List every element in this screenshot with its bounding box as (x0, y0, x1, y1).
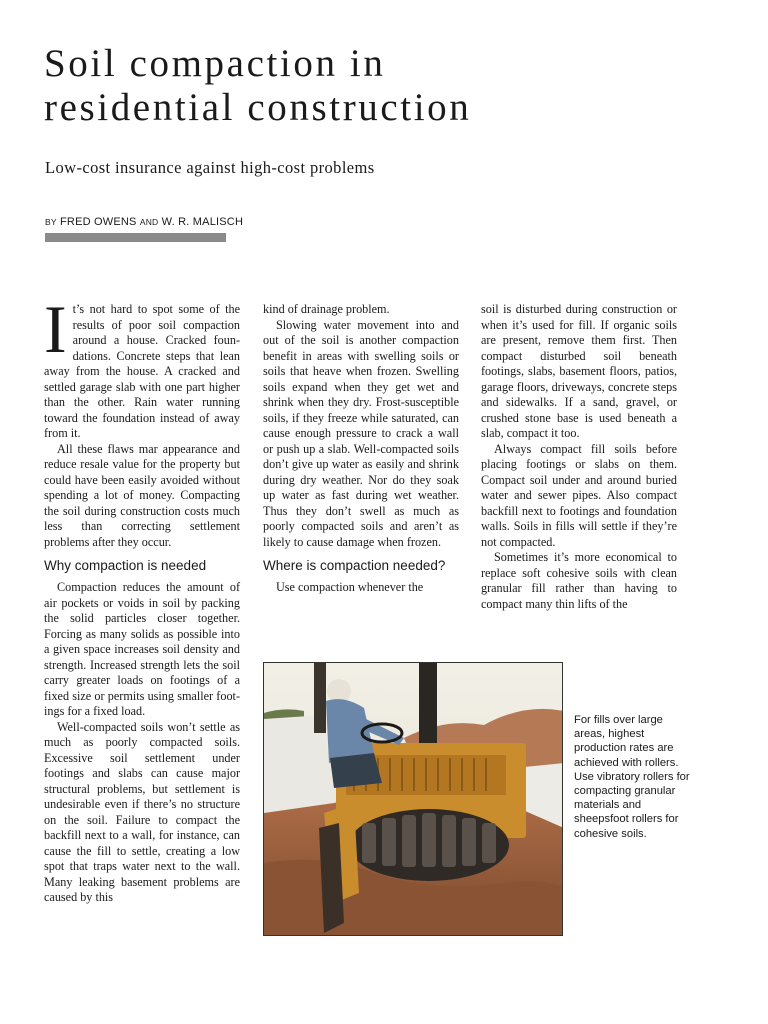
title-line-2: residential construction (44, 86, 472, 129)
paragraph-text: t’s not hard to spot some of the results of poor soil compaction around a house. Cracked foundations. Concrete steps that lean away from the house. A cracked and settled garage slab with one part higher than the other. Rain water running toward the foundation instead of away from it. (44, 302, 240, 440)
paragraph: kind of drainage problem. (263, 302, 390, 316)
byline (45, 216, 243, 228)
section-heading: Where is compaction needed? (263, 558, 446, 573)
article-column-2 (263, 302, 459, 596)
byline-author-1: FRED OWENS (60, 216, 137, 228)
article-column-1 (44, 291, 240, 906)
byline-by: BY (45, 217, 57, 227)
paragraph: Slowing water movement into and out of the soil is another compaction benefit in areas with swelling soils or soils that heave when frozen. Swelling soils expand when they get wet and shrink when they dry. Frost-susceptible soils, if they freeze while saturated, can cause enough pressure to crack a wall or push up a slab. Well-compacted soils don’t give up water as easily and shrink during dry weather. Nor do they soak up water as fast during wet weather. Thus they don’t swell as much as poorly compacted soils and aren’t as likely to cause damage when frozen. (263, 317, 459, 549)
drop-cap: I (44, 291, 67, 367)
roller-compactor-photo (263, 662, 563, 936)
photo-caption: For fills over large areas, highest production rates are achieved with rollers. Use vibratory rollers for compacting granular materials and sheepsfoot rollers for cohesive soils. (574, 714, 690, 840)
paragraph (44, 291, 240, 442)
byline-rule (45, 233, 226, 242)
paragraph: Use compaction whenever the (276, 580, 424, 594)
byline-author-2: W. R. MALISCH (161, 216, 244, 228)
title-line-1: Soil compaction in (44, 42, 386, 85)
byline-and: AND (139, 217, 159, 227)
paragraph: soil is disturbed during construction or when it’s used for fill. If organic soils are present, remove them first. Then compact disturbed soil beneath footings, slabs, basement floors, patios, garage floors, driveways, concrete steps and sidewalks. If a sand, gravel, or crushed stone base is used beneath a slab, compact it too. (481, 302, 677, 440)
article-title (44, 42, 644, 130)
paragraph: Compaction reduces the amount of air pockets or voids in soil by packing the solid particles closer together. Forcing as many solids as possible into a given space increases soil density and strength. Increased strength lets the soil carry greater loads on footings of a fixed size or permits using smaller footings for a fixed load. (44, 580, 240, 718)
article-subtitle: Low-cost insurance against high-cost problems (45, 158, 375, 177)
paragraph: Always compact fill soils before placing footings or slabs on them. Compact soil under and around buried water and sewer pipes. Also compact backfill next to footings and foundation walls. Soils in fills will settle if they’re not compacted. (481, 441, 677, 549)
paragraph: Sometimes it’s more economical to replace soft cohesive soils with clean granular fill rather than having to compact many thin lifts of the (481, 550, 677, 611)
section-heading: Why compaction is needed (44, 558, 207, 573)
article-column-3 (481, 302, 677, 612)
paragraph: Well-compacted soils won’t settle as much as poorly compacted soils. Excessive soil settlement under footings and slabs can cause major structural problems, but settlement is undesirable even if there’s no structure on the soil. Failure to compact the backfill next to a wall, for instance, can cause the fill to settle, creating a low spot that traps water next to the wall. Many leaking basement problems are caused by this (44, 719, 240, 904)
paragraph: All these flaws mar appearance and reduce resale value for the property but could have been easily avoided without spending a lot of money. Compacting the soil during construction costs much less than correcting settlement problems after they occur. (44, 441, 240, 549)
